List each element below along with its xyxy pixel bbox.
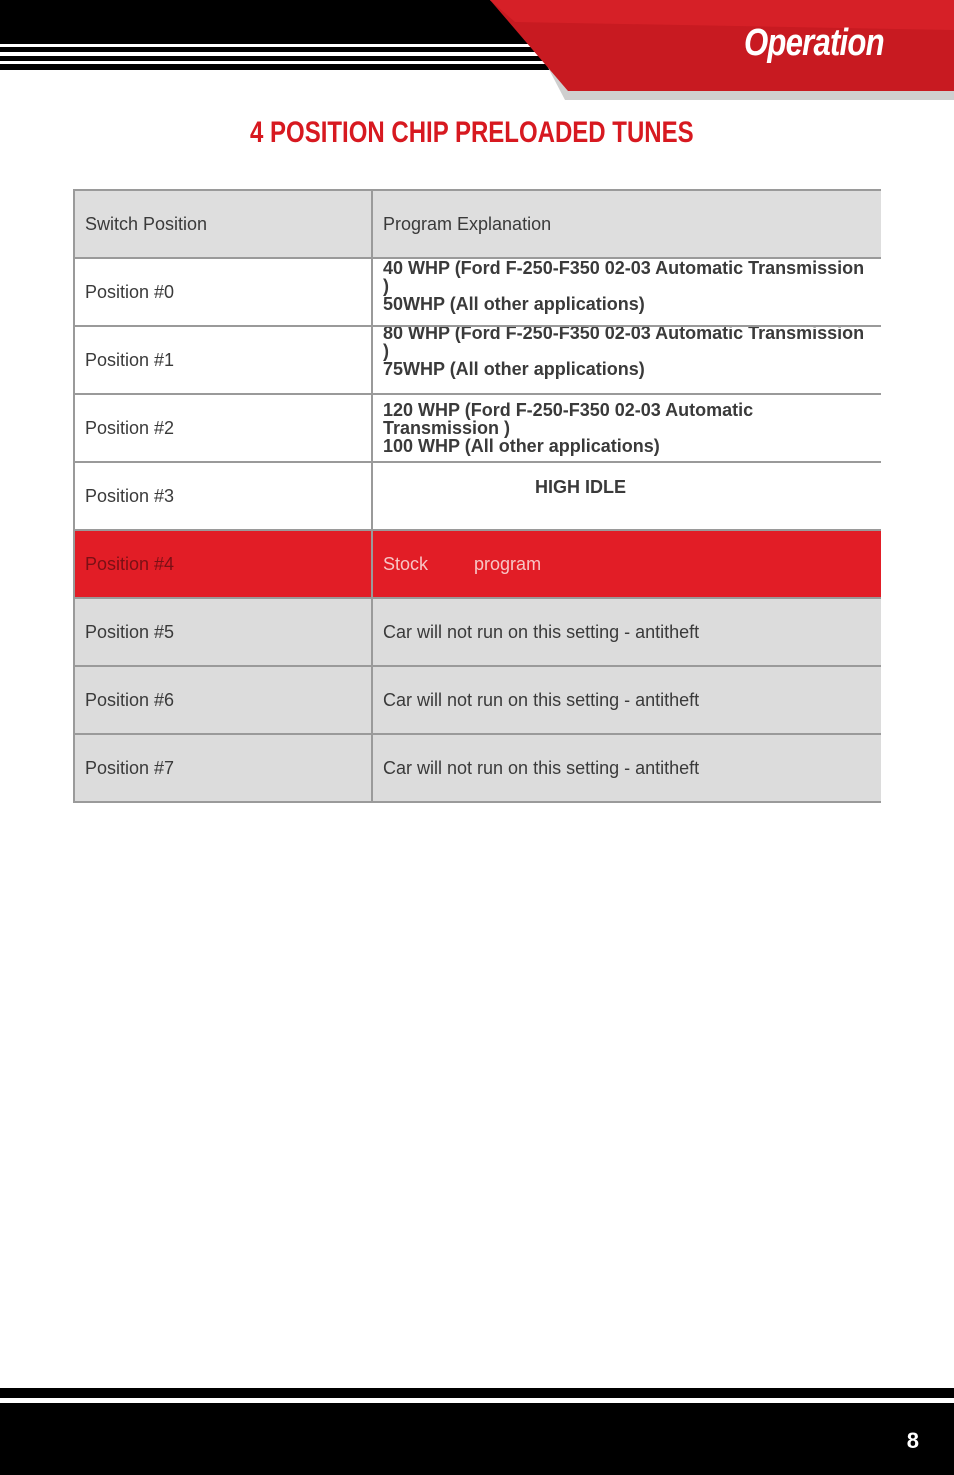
explanation-line-1: 40 WHP (Ford F-250-F350 02-03 Automatic Transmission ) <box>383 258 865 296</box>
header-switch-position: Switch Position <box>74 190 372 258</box>
row-position: Position #0 <box>74 258 372 326</box>
row-explanation: Car will not run on this setting - antitheft <box>372 666 881 734</box>
header-stripe-3 <box>0 64 580 70</box>
header-banner <box>0 0 954 110</box>
explanation-line-1: 80 WHP (Ford F-250-F350 02-03 Automatic Transmission ) <box>383 326 865 361</box>
tunes-table-container <box>73 189 878 803</box>
explanation-line-2: 100 WHP (All other applications) <box>383 436 660 456</box>
row-explanation <box>372 462 881 530</box>
table-row <box>74 598 881 666</box>
section-title: Operation <box>744 22 884 64</box>
row-position: Position #4 <box>74 530 372 598</box>
table-row <box>74 666 881 734</box>
footer-stripe <box>0 1388 954 1398</box>
table-row <box>74 394 881 462</box>
table-row <box>74 734 881 802</box>
row-explanation <box>372 530 881 598</box>
tunes-table <box>73 189 881 803</box>
row-explanation <box>372 394 881 462</box>
explanation-line-2: 75WHP (All other applications) <box>383 359 645 379</box>
table-row <box>74 326 881 394</box>
table-row <box>74 258 881 326</box>
table-row <box>74 462 881 530</box>
row-position: Position #6 <box>74 666 372 734</box>
header-program-explanation: Program Explanation <box>372 190 881 258</box>
explanation-line-1: 120 WHP (Ford F-250-F350 02-03 Automatic Transmission ) <box>383 400 754 438</box>
table-header-row <box>74 190 881 258</box>
row-explanation <box>372 258 881 326</box>
explanation-text: HIGH IDLE <box>535 477 627 497</box>
row-explanation: Car will not run on this setting - antitheft <box>372 734 881 802</box>
header-stripe-2 <box>0 56 570 61</box>
page-number: 8 <box>906 1428 919 1453</box>
page-heading: 4 POSITION CHIP PRELOADED TUNES <box>250 116 694 149</box>
row-position: Position #3 <box>74 462 372 530</box>
explanation-text-b: program <box>474 553 542 574</box>
row-position: Position #5 <box>74 598 372 666</box>
row-position: Position #2 <box>74 394 372 462</box>
table-row-highlighted <box>74 530 881 598</box>
header-black-block <box>0 0 540 44</box>
row-explanation: Car will not run on this setting - antitheft <box>372 598 881 666</box>
header-stripe-1 <box>0 47 560 52</box>
explanation-line-2: 50WHP (All other applications) <box>383 294 645 314</box>
row-position: Position #7 <box>74 734 372 802</box>
explanation-text-a: Stock <box>383 553 429 574</box>
row-position: Position #1 <box>74 326 372 394</box>
row-explanation <box>372 326 881 394</box>
footer-bar <box>0 1403 954 1475</box>
